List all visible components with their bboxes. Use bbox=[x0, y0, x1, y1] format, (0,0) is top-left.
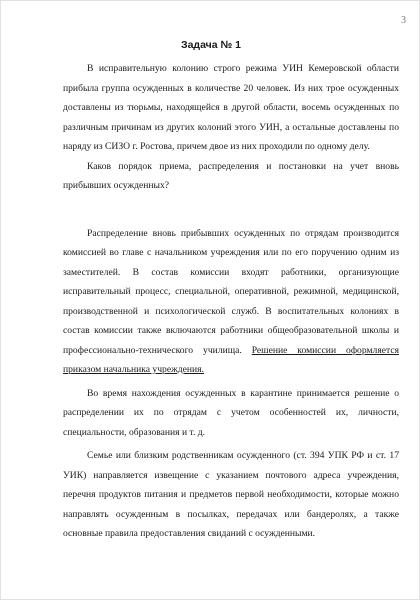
task-question: Каков порядок приема, распределения и постановки на учет вновь прибывших осужденных? bbox=[63, 160, 399, 191]
answer-decision-sentence: Решение комиссии оформляется приказом начальника учреждения. bbox=[63, 344, 399, 375]
page-number: 3 bbox=[401, 15, 406, 26]
section-gap bbox=[63, 196, 399, 224]
page-title: Задача № 1 bbox=[181, 39, 241, 51]
answer-paragraph-3: Семье или близким родственникам осужденного (ст. 394 УПК РФ и ст. 17 УИК) направляется извещение с указанием почтового адреса учреждения, перечня продуктов питания и предметов первой необходимости, которые можно направлять осужденным в посылках, передачах или бандеролях, а также основные правила предоставления свиданий с осужденными. bbox=[63, 450, 399, 539]
task-paragraph: В исправительную колонию строго режима УИН Кемеровской области прибыла группа осужденных в количестве 20 человек. Из них трое осужденных доставлены из тюрьмы, находящейся в другой области, восемь осужденных по различным причинам из других колоний этого УИН, а остальные доставлены по наряду из СИЗО г. Ростова, причем двое из них проходили по одному делу. bbox=[63, 63, 399, 152]
document-body bbox=[63, 59, 399, 544]
answer-paragraph-1 bbox=[63, 224, 399, 380]
answer-paragraph-2: Во время нахождения осужденных в карантине принимается решение о распределении их по отрядам с учетом особенностей их, личности, специальности, образования и т. д. bbox=[63, 387, 399, 438]
answer-paragraph-1-text: Распределение вновь прибывших осужденных по отрядам производится комиссией во главе с начальником учреждения или по его поручению одним из заместителей. В состав комиссии входят работники, организующие исправительный процесс, специальной, оперативной, режимной, медицинской, производственной и психологической служб. В воспитательных колониях в состав комиссии также включаются работники общеобразовательной школы и профессионально-технического училища. bbox=[63, 227, 399, 356]
